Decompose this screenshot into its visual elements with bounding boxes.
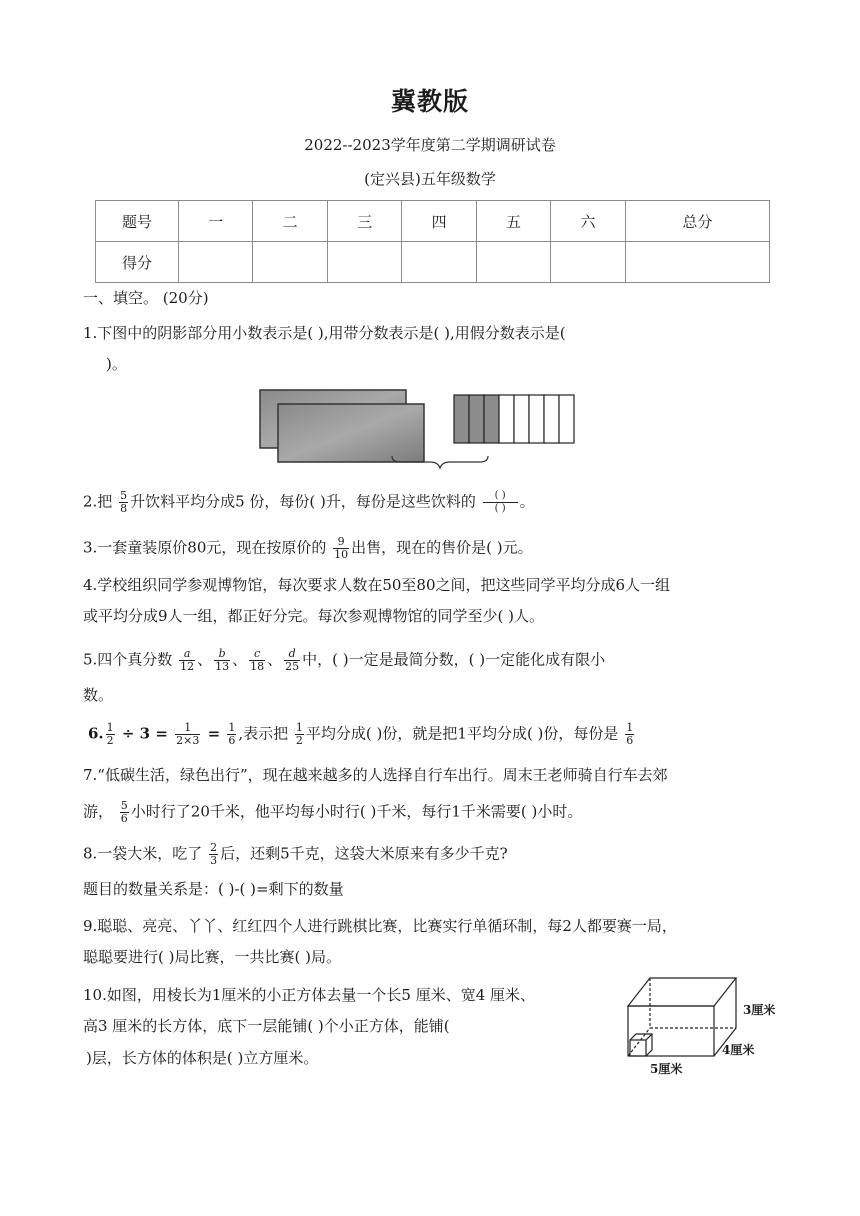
score-cell: 六 <box>551 201 625 242</box>
full-bar-front <box>278 404 424 462</box>
cuboid-height-label: 3厘米 <box>743 1003 776 1017</box>
question-10-cont: 高3 厘米的长方体，底下一层能铺( )个小正方体，能铺( <box>83 1017 450 1035</box>
question-1-figure <box>250 378 580 470</box>
question-3: 3.一套童装原价80元，现在按原价的 $\frac{9}{10}$ 出售，现在的售价是( )元。 <box>83 535 533 561</box>
score-cell: 二 <box>253 201 327 242</box>
question-10-cont2: )层，长方体的体积是( )立方厘米。 <box>86 1049 319 1067</box>
paper-title: 冀教版 <box>390 87 469 116</box>
score-input-cell[interactable] <box>179 242 253 283</box>
score-table <box>95 200 770 283</box>
score-input-cell[interactable] <box>327 242 401 283</box>
question-5: 5.四个真分数 $\frac{a}{12}$ 、 $\frac{b}{13}$ 、 $\frac{c}{18}$ 、 $\frac{d}{25}$ 中，( )一定是最简分数，( )一定能化成有限小 <box>83 647 606 673</box>
section-heading: 一、填空。 (20分) <box>83 289 209 307</box>
question-7-cont: 游， $\frac{5}{6}$ 小时行了20千米，他平均每小时行( )千米，每行1千米需要( )小时。 <box>83 799 583 825</box>
question-9-cont: 聪聪要进行( )局比赛，一共比赛( )局。 <box>83 948 341 966</box>
question-8-relation: 题目的数量关系是：( )-( )=剩下的数量 <box>83 880 344 898</box>
question-10: 10.如图，用棱长为1厘米的小正方体去量一个长5 厘米、宽4 厘米、 <box>83 986 536 1004</box>
score-cell: 一 <box>179 201 253 242</box>
score-input-cell[interactable] <box>253 242 327 283</box>
question-8: 8.一袋大米，吃了 $\frac{2}{3}$ 后，还剩5千克，这袋大米原来有多少千克? <box>83 841 508 867</box>
paper-subtitle: 2022--2023学年度第二学期调研试卷 <box>304 136 556 154</box>
score-cell: 三 <box>327 201 401 242</box>
score-input-cell[interactable] <box>551 242 625 283</box>
question-4-cont: 或平均分成9人一组，都正好分完。每次参观博物馆的同学至少( )人。 <box>83 607 545 625</box>
question-9: 9.聪聪、亮亮、丫丫、红红四个人进行跳棋比赛，比赛实行单循环制，每2人都要赛一局， <box>83 917 677 935</box>
score-input-cell[interactable] <box>402 242 476 283</box>
score-cell: 四 <box>402 201 476 242</box>
question-5-cont: 数。 <box>83 686 114 704</box>
question-4: 4.学校组织同学参观博物馆，每次要求人数在50至80之间，把这些同学平均分成6人一组 <box>83 576 671 594</box>
question-1: 1.下图中的阴影部分用小数表示是( ),用带分数表示是( ),用假分数表示是( <box>83 324 566 342</box>
cuboid-length-label: 5厘米 <box>650 1062 683 1076</box>
question-7: 7.“低碳生活，绿色出行”，现在越来越多的人选择自行车出行。周末王老师骑自行车去郊 <box>83 766 668 784</box>
partial-bar <box>454 395 574 443</box>
question-2: 2.把 $\frac{5}{8}$ 升饮料平均分成5 份，每份( )升，每份是这些饮料的 $\frac{( )}{( )}$ 。 <box>83 489 535 515</box>
cuboid-figure <box>618 968 798 1078</box>
cuboid-width-label: 4厘米 <box>722 1043 755 1057</box>
score-cell: 得分 <box>96 242 179 283</box>
score-cell: 题号 <box>96 201 179 242</box>
question-1-cont: )。 <box>106 355 127 373</box>
score-cell: 五 <box>476 201 550 242</box>
score-input-cell[interactable] <box>625 242 769 283</box>
score-input-cell[interactable] <box>476 242 550 283</box>
score-table-score-row <box>96 242 770 283</box>
question-6: 6. $\frac{1}{2}$ ÷ 3 = $\frac{1}{2\times 3}$ = $\frac{1}{6}$ ,表示把 $\frac{1}{2}$ 平均分成( )份，就是把1平均分成( )份，每份是 $\frac{1}{6}$ <box>88 721 634 747</box>
score-cell: 总分 <box>625 201 769 242</box>
score-table-header-row <box>96 201 770 242</box>
paper-subtitle-grade: (定兴县)五年级数学 <box>364 170 496 188</box>
